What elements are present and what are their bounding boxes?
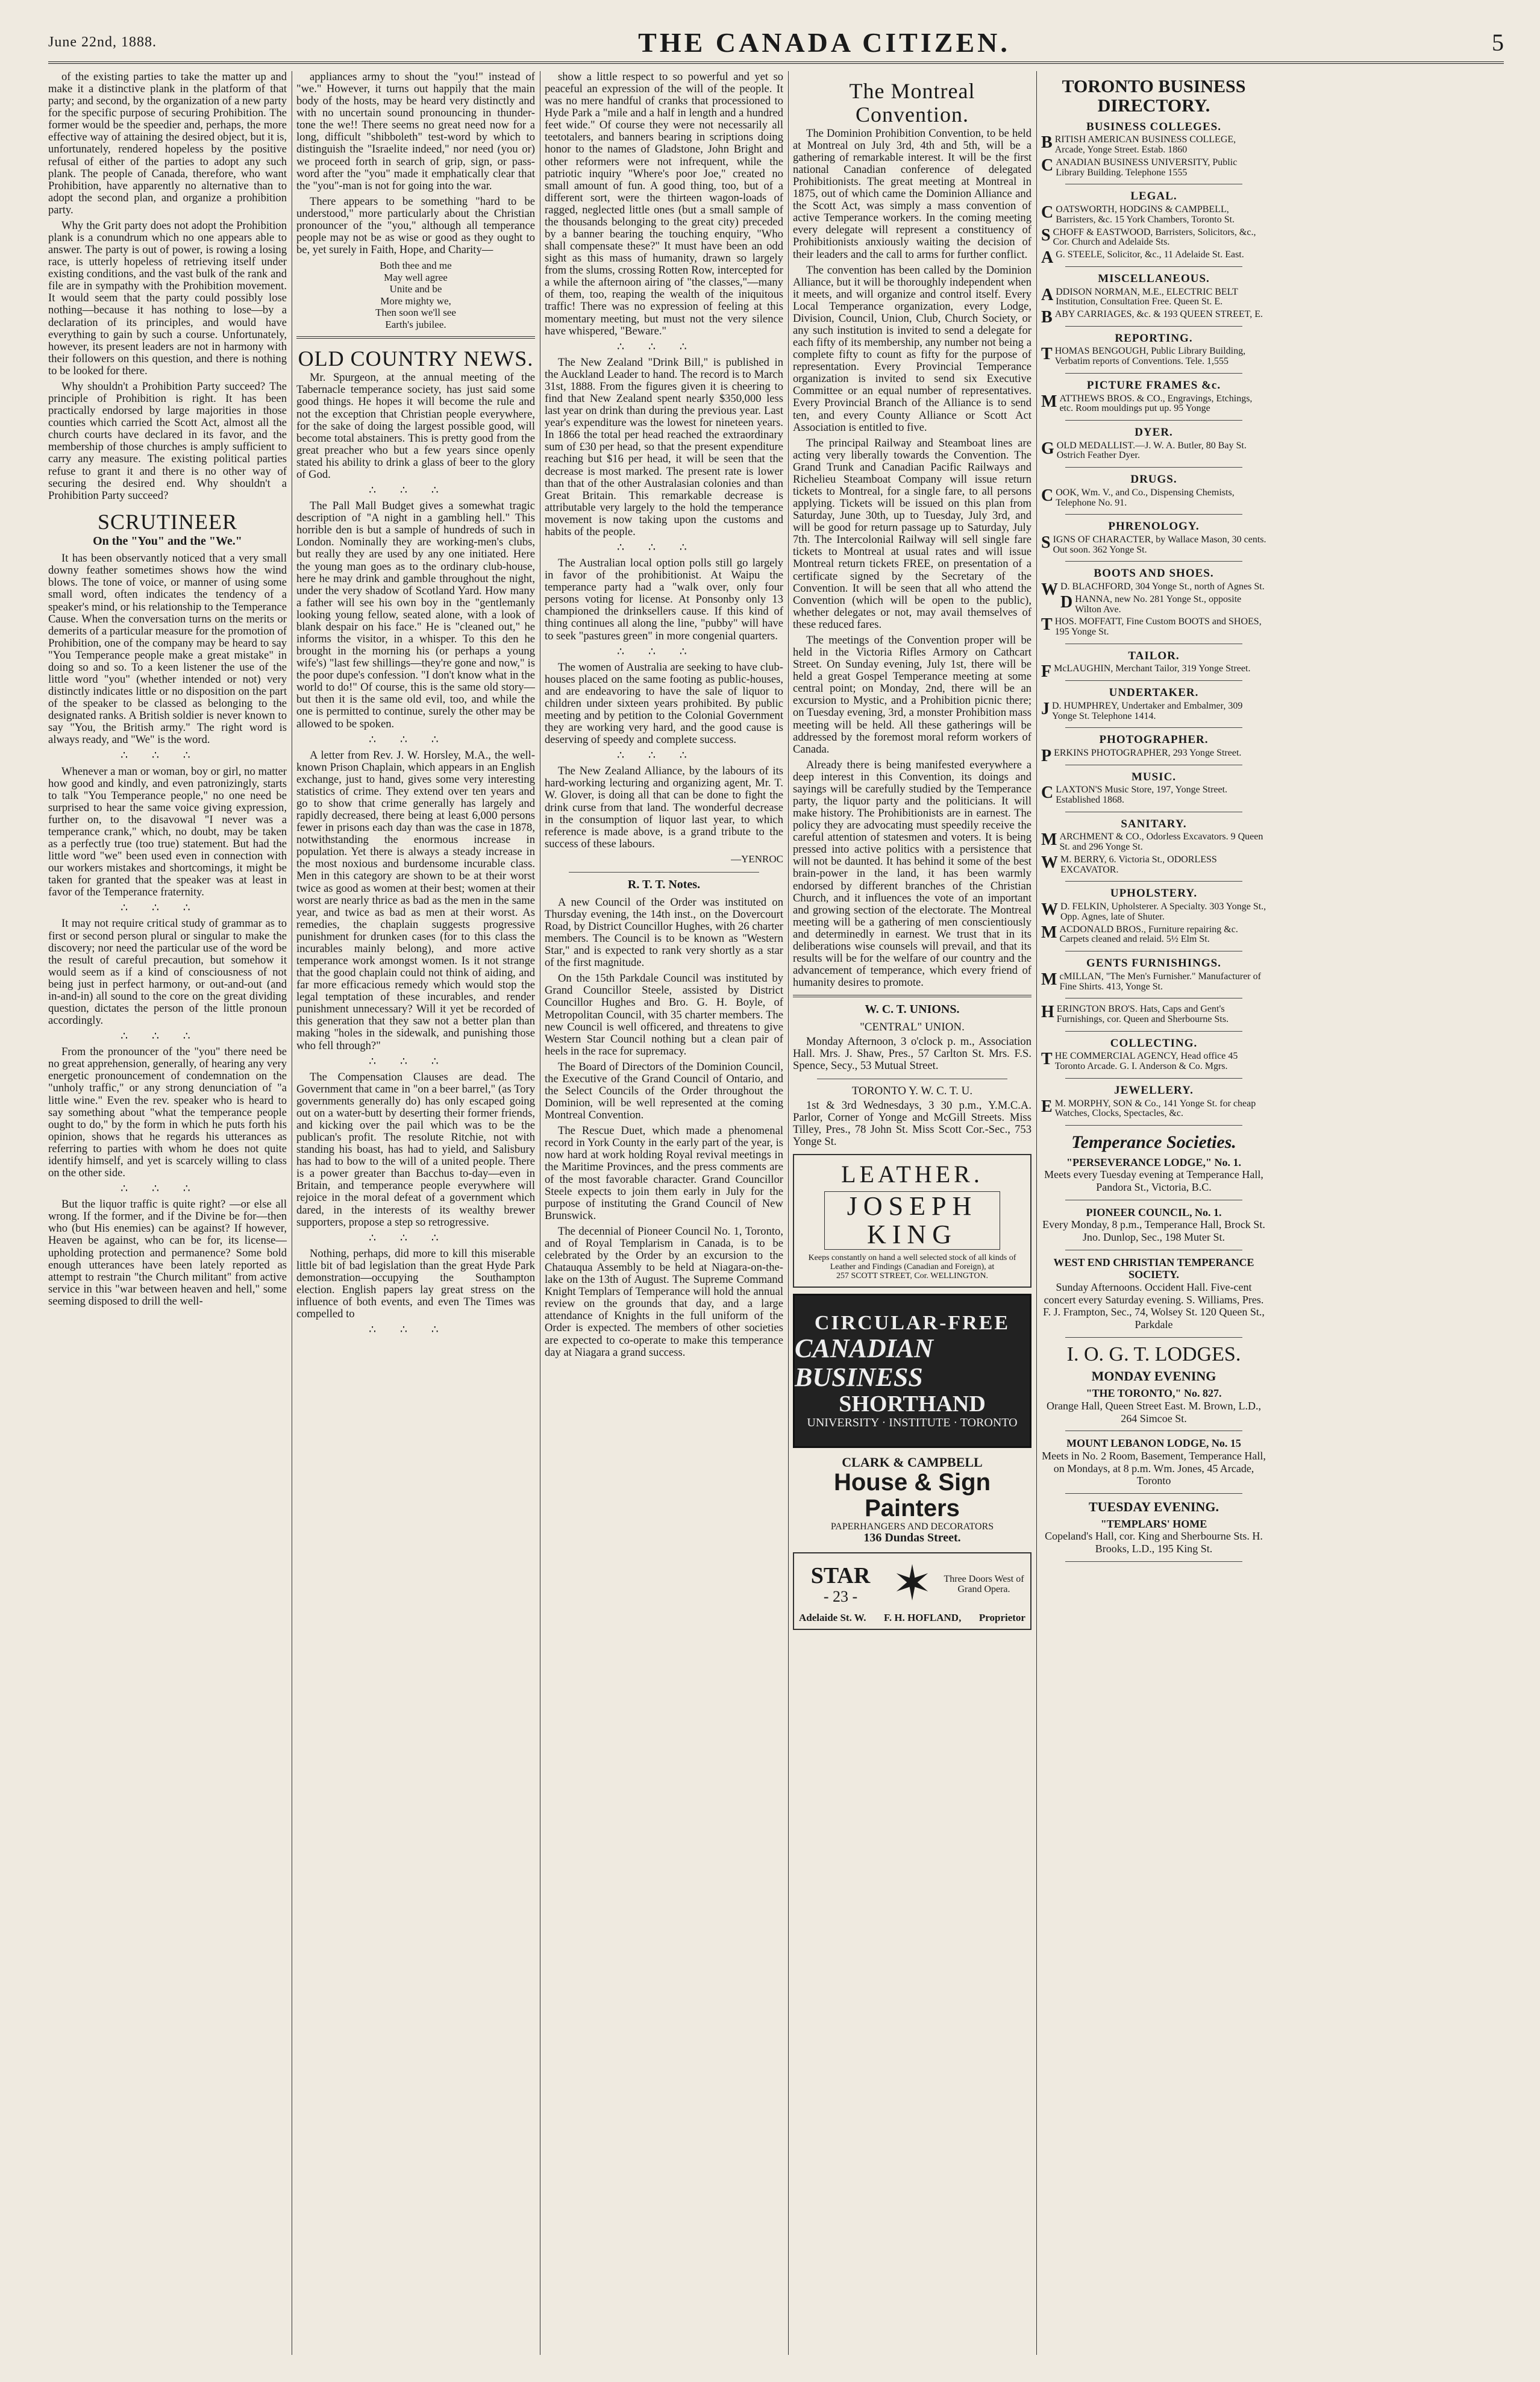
article-paragraph: Why the Grit party does not adopt the Prohibition plank is a conundrum which no one appears able to answer. The party is out of power, is rowing a losing race, is utterly hopeless of retrieving itself under existing conditions, and the vast bulk of the rank and file are in sympathy with the Prohibition movement. It would seem that the party could possibly lose nothing—because it has nothing to lose—by a declaration of its principles, and would have everything to gain by such a course. Unfortunately, however, its present leaders are not in harmony with their followers on this question, and there is nothing to be looked for there. — [48, 219, 287, 377]
entry-text: OLD MEDALLIST.—J. W. A. Butler, 80 Bay St. Ostrich Feather Dyer. — [1056, 440, 1247, 461]
painters-advertisement — [793, 1455, 1031, 1545]
section-stars: ∴∴∴ — [121, 1030, 214, 1043]
painters-ad-sub: PAPERHANGERS AND DECORATORS — [830, 1522, 994, 1532]
entry-text: D. FELKIN, Upholsterer. A Specialty. 303 Yonge St., Opp. Agnes, late of Shuter. — [1060, 901, 1266, 922]
section-divider — [1065, 420, 1242, 421]
article-paragraph: Why shouldn't a Prohibition Party succeed? The principle of Prohibition is right. It has been practically endorsed by large majorities in those counties which carried the Scott Act, almost all the church courts have declared in its favor, and the membership of those churches is amply sufficient to carry any measure. The existing political parties refuse to grant it and there is no other way of securing the desired end. Why shouldn't a Prohibition Party succeed? — [48, 380, 287, 502]
lodge-listing — [1041, 1437, 1266, 1487]
lodge-listing — [1041, 1156, 1266, 1194]
entry-text: HE COMMERCIAL AGENCY, Head office 45 Toronto Arcade. G. I. Anderson & Co. Mgrs. — [1054, 1051, 1238, 1072]
entry-text: M. BERRY, 6. Victoria St., ODORLESS EXCAVATOR. — [1060, 854, 1217, 875]
entry-text: McLAUGHIN, Merchant Tailor, 319 Yonge Street. — [1054, 663, 1251, 674]
section-divider — [1065, 1078, 1242, 1079]
directory-entry — [1041, 925, 1266, 945]
entry-initial: H — [1041, 1003, 1054, 1022]
entry-initial: T — [1041, 615, 1053, 635]
article-paragraph: The convention has been called by the Dominion Alliance, but it will be thoroughly independent when it meets, and will organize and control itself. Every Local Temperance organization, every Lodge, Division, Council, Union, Club, Church Society, or any such institution is invited to send a delegate for each fifty of its membership, any number not being a complete fifty to count as fifty for the purpose of representation. Every Provincial Temperance organization is invited to send six Executive Committee or an equal number of representatives. Every Provincial Branch of the Alliance is to send ten, and every County Alliance or Scott Act Association is entitled to five. — [793, 263, 1031, 434]
ywctu-title: TORONTO Y. W. C. T. U. — [851, 1084, 973, 1097]
directory-category: UPHOLSTERY. — [1110, 887, 1198, 900]
directory-entry — [1041, 785, 1266, 806]
section-divider — [569, 872, 759, 873]
entry-initial: A — [1041, 248, 1054, 268]
leather-ad-name: JOSEPH KING — [824, 1191, 1000, 1250]
entry-text: ARCHMENT & CO., Odorless Excavators. 9 Queen St. and 296 Yonge St. — [1059, 832, 1263, 853]
directory-entry — [1041, 746, 1266, 765]
entry-initial: C — [1041, 486, 1054, 505]
directory-entry — [1041, 855, 1266, 876]
directory-entry — [1041, 832, 1266, 853]
article-paragraph: The Rescue Duet, which made a phenomenal record in York County in the early part of the year, is now hard at work holding Royal revival meetings in the Maritime Provinces, and the press comments are of the most favorable character. Grand Councillor Steele expects to join them early in July for the purpose of instituting the Grand Council of New Brunswick. — [545, 1124, 783, 1222]
lodge-name: MOUNT LEBANON LODGE, No. 15 — [1066, 1437, 1241, 1450]
section-stars: ∴∴∴ — [617, 340, 711, 353]
directory-entry — [1041, 1052, 1266, 1072]
leather-ad-address: 257 SCOTT STREET, Cor. WELLINGTON. — [836, 1271, 989, 1280]
lodge-listing — [1041, 1256, 1266, 1331]
entry-text: HOS. MOFFATT, Fine Custom BOOTS and SHOES, 195 Yonge St. — [1054, 616, 1262, 638]
entry-initial: A — [1041, 285, 1054, 304]
star-icon: ✶ — [892, 1557, 933, 1611]
entry-text: IGNS OF CHARACTER, by Wallace Mason, 30 cents. Out soon. 362 Yonge St. — [1053, 534, 1266, 555]
college-ad-line: CANADIAN BUSINESS — [795, 1334, 933, 1392]
directory-entry — [1041, 592, 1266, 615]
directory-entry — [1041, 701, 1266, 722]
directory-entry — [1041, 617, 1266, 638]
article-paragraph: From the pronouncer of the "you" there need be no great apprehension, generally, of hearing any very energetic pronouncement of condemnation on the "unholy traffic," or any strong denunciation of "a little wine." Even the rev. speaker who is heard to say something about "what the temperance people ought to do," by the form in which he puts forth his opinion, shows that he regards his utterances as referring to parties with whom he does not quite identify himself, and yet is scarcely willing to class on the other side. — [48, 1045, 287, 1180]
section-stars: ∴∴∴ — [369, 1231, 463, 1244]
poem-stanza — [296, 260, 535, 330]
lodge-details: Meets in No. 2 Room, Basement, Temperance Hall, on Mondays, at 8 p.m. Wm. Jones, 45 Arcade, Toronto — [1042, 1449, 1266, 1487]
star-ad-word: STAR — [810, 1562, 871, 1588]
entry-text: OOK, Wm. V., and Co., Dispensing Chemists, Telephone No. 91. — [1056, 487, 1235, 508]
directory-category: TAILOR. — [1128, 649, 1180, 662]
section-divider — [1065, 680, 1242, 681]
column-4 — [793, 71, 1031, 2355]
entry-initial: M — [1041, 392, 1057, 411]
entry-text: DDISON NORMAN, M.E., ELECTRIC BELT Institution, Consultation Free. Queen St. E. — [1056, 286, 1238, 307]
article-paragraph: A new Council of the Order was instituted on Thursday evening, the 14th inst., on the Dovercourt Road, by District Councillor Hughes, with 26 charter members. The Council is to be known as "Western Star," and is expected to rank very shortly as a star of the first magnitude. — [545, 895, 783, 970]
entry-initial: C — [1041, 783, 1054, 803]
article-paragraph: show a little respect to so powerful and yet so peaceful an expression of the will of the people. It was no mere handful of cranks that processioned to Hyde Park a "mile and a half in length and a hundred feet wide." Of course they were not necessarily all teetotalers, and banners bearing in scriptions doing honor to the names of Gladstone, John Bright and other reformers were not infrequent, while the patriotic inquiry "Where's poor Joe," created no small amount of fun. A good thing, too, but of a different sort, were the thirteen wagon-loads of ragged, neglected little ones (but a small sample of the thousands belonging to the great city) preceded by a banner bearing the touching enquiry, "Who shall compensate these?" It must have been an odd sight as this mass of humanity, drawn so largely from the slums, crossing Rotten Row, intercepted for a while the afternoon airing of "the classes,"—many of them, too, reaping the wealth of the iniquitous traffic! There was no expression of feeling at this momentary meeting, but must not the very silence have whispered, "Beware." — [545, 71, 783, 337]
section-divider — [296, 336, 535, 339]
article-paragraph: It may not require critical study of grammar as to first or second person plural or singular to make the discovery; nor need the particular use of the word be the result of careful precaution, but somehow it would seem as if a kind of consciousness of not being just in perfect harmony, or out-and-out (and in-and-in) all sound to the core on the great dividing question, dictates the person of the little pronoun accordingly. — [48, 917, 287, 1027]
lodge-details: Meets every Tuesday evening at Temperance Hall, Pandora St., Victoria, B.C. — [1044, 1168, 1263, 1193]
college-ad-line: SHORTHAND — [839, 1391, 986, 1417]
star-ad-owner: F. H. HOFLAND, — [884, 1612, 962, 1624]
business-directory-title: TORONTO BUSINESS DIRECTORY. — [1062, 77, 1246, 116]
column-rule — [788, 71, 789, 2355]
star-ad-role: Proprietor — [978, 1612, 1025, 1624]
article-paragraph: The Dominion Prohibition Convention, to be held at Montreal on July 3rd, 4th and 5th, will be a gathering of remarkable interest. It will be the first national Canadian conference of delegated Prohibitionists. The great meeting at Montreal in 1875, out of which came the Dominion Alliance and the Scott Act, was simply a mass convention of active Temperance workers. In the coming meeting every delegate will represent a constituency of Prohibitionists anxiously waiting the decision of their leaders and the call to arms for further conflict. — [793, 127, 1031, 261]
entry-initial: C — [1041, 155, 1054, 175]
masthead — [48, 23, 1504, 64]
article-paragraph: appliances army to shout the "you!" instead of "we." However, it turns out happily that the main body of the hosts, may be heard very distinctly and with no uncertain sound pronouncing in thunder-tone the we!! There seems no great need now for a long, difficult "shibboleth" test-word by which to distinguish the "Israelite indeed," nor need (you or) we proceed forth in search of grip, sign, or pass-word after the "you" made it emphatically clear that the "you"-man is not for going into the war. — [296, 71, 535, 192]
article-paragraph: The Board of Directors of the Dominion Council, the Executive of the Grand Council of Ontario, and the Select Councils of the Order throughout the Dominion, will be well represented at the coming Montreal Convention. — [545, 1060, 783, 1122]
lodge-details: Sunday Afternoons. Occident Hall. Five-cent concert every Saturday evening. S. Williams, Pres. F. J. Frampton, Sec., 74, Wolsey St. 120 Queen St., Parkdale — [1043, 1281, 1265, 1331]
column-2 — [296, 71, 535, 2355]
entry-text: G. STEELE, Solicitor, &c., 11 Adelaide St. East. — [1056, 249, 1244, 260]
lodge-listing — [1041, 1387, 1266, 1424]
directory-entry — [1041, 535, 1266, 556]
directory-category: PHRENOLOGY. — [1108, 520, 1200, 533]
article-paragraph: But the liquor traffic is quite right? —or else all wrong. If the former, and if the Divine be for—then who (but His enemies) can be against? If however, Heaven be against, who can be for, its license—upholding protection and permanence? Some bold enough utterances have been lately reported as attempt to restrain "the Church militant" from active service in this "war between heaven and hell," some seeming disposed to drill the well- — [48, 1198, 287, 1308]
entry-text: RITISH AMERICAN BUSINESS COLLEGE, Arcade, Yonge Street. Estab. 1860 — [1054, 134, 1236, 155]
directory-category: SANITARY. — [1121, 817, 1187, 830]
rtt-notes-heading: R. T. T. Notes. — [627, 878, 701, 892]
scrutineer-heading: SCRUTINEER — [97, 509, 237, 534]
star-ad-number: - 23 - — [823, 1587, 858, 1605]
directory-category: BUSINESS COLLEGES. — [1086, 120, 1221, 133]
article-paragraph: Already there is being manifested everywhere a deep interest in this Convention, its doings and sayings will be carefully studied by the Temperance party, the liquor party and the politicians. It will make history. The Prohibitionists are in earnest. The policy they are advocating must speedily receive the careful attention of statesmen and voters. It is being pressed into active politics with a persistence that will not be daunted. It has behind it some of the best brain-power in the land, it has been warmly endorsed by different branches of the Christian Church, and it influences the vote of an important and growing section of the electorate. The Montreal meeting will be a gathering of men conscientiously and determinedly in earnest. We trust that in its deliberations wise counsels will prevail, and that its results will be for the welfare of our country and the advancement of temperance, which every friend of humanity desires to promote. — [793, 758, 1031, 989]
entry-initial: G — [1041, 439, 1054, 458]
star-ad-street: Adelaide St. W. — [799, 1612, 866, 1624]
entry-initial: B — [1041, 308, 1053, 327]
section-divider — [1065, 1493, 1242, 1494]
directory-entry — [1041, 155, 1266, 178]
painters-ad-headline: House & Sign Painters — [833, 1468, 991, 1522]
article-paragraph: The women of Australia are seeking to have club-houses placed on the same footing as public-houses, and are endeavoring to have the sale of liquor to children under sixteen years prohibited. By public meeting and by petition to the Colonial Government they are working very hard, and the good cause is deserving of speedy and complete success. — [545, 660, 783, 747]
lodge-name: "PERSEVERANCE LODGE," No. 1. — [1066, 1156, 1242, 1168]
section-stars: ∴∴∴ — [617, 541, 711, 554]
column-3 — [545, 71, 783, 2355]
directory-category: MISCELLANEOUS. — [1098, 272, 1210, 285]
directory-category: LEGAL. — [1130, 190, 1177, 203]
leather-ad-title: LEATHER. — [841, 1161, 983, 1188]
article-paragraph: On the 15th Parkdale Council was instituted by Grand Councillor Steele, assisted by District Councillor Hughes and Bro. G. H. Boyle, of Metropolitan Council, with 35 charter members. The new Council is well officered, and threatens to give Western Star Council nothing but a clean pair of heels in the race for supremacy. — [545, 972, 783, 1058]
directory-category: PICTURE FRAMES &c. — [1086, 379, 1221, 392]
entry-initial: F — [1041, 662, 1052, 682]
directory-category: JEWELLERY. — [1114, 1084, 1194, 1097]
poem-line: Earth's jubilee. — [385, 318, 446, 330]
entry-initial: P — [1041, 746, 1052, 765]
entry-text: HANNA, new No. 281 Yonge St., opposite Wilton Ave. — [1075, 594, 1242, 615]
entry-initial: W — [1041, 580, 1058, 599]
article-paragraph: of the existing parties to take the matter up and make it a distinctive plank in the platform of that party; and second, by the organization of a new party for the specific purpose of securing Prohibition. The former would be the speedier and, perhaps, the more effective way of attaining the desired object, but it is, unfortunately, rendered hopeless by the positive refusal of either of the parties to adopt any such plank. The people of Canada, therefore, who want Prohibition, have apparently no alternative than to adopt the second plan, and organize a prohibition party. — [48, 71, 287, 216]
section-divider — [1065, 1125, 1242, 1126]
directory-category: REPORTING. — [1115, 331, 1193, 345]
article-paragraph: The Australian local option polls still go largely in favor of the prohibitionist. At Waipu the temperance party had a "walk over, only four persons voting for license. At Ponsonby only 13 championed the drinksellers cause. If this kind of thing continues all along the line, "pubby" will have to seek "pastures green" in more congenial quarters. — [545, 557, 783, 642]
iogt-heading: I. O. G. T. LODGES. — [1066, 1343, 1241, 1365]
article-paragraph: The Pall Mall Budget gives a somewhat tragic description of "A night in a gambling hell." This horrible den is but a sample of hundreds of such in London. Nominally they are working-men's clubs, but really they are used by any one initiated. Here the young man goes as to the ordinary club-house, here he may drink and gamble throughout the night, under the very shadow of Scotland Yard. How many a father will see his own boy in the "gentlemanly looking young fellow, seated alone, with a look of blank despair on his face." He is "cleaned out," he informs the visitor, in a whisper. To this den he brought in the morning his (or perhaps a young wife's) "last few shillings—they're gone and now," is the poor dupe's confession. "I don't know what in the world to do!" Of course, this is the same old story—but then it is the same old evil, too, and while the one is permitted to continue, surely the other may be allowed to be spoken. — [296, 500, 535, 730]
newspaper-title: THE CANADA CITIZEN. — [638, 27, 1010, 58]
column-rule — [1036, 71, 1037, 2355]
star-ad-footer — [799, 1613, 1025, 1623]
section-divider — [1065, 514, 1242, 515]
directory-entry — [1041, 205, 1266, 225]
column-1 — [48, 71, 287, 2355]
directory-category: GENTS FURNISHINGS. — [1086, 957, 1221, 970]
section-divider — [1065, 266, 1242, 267]
directory-entry — [1041, 662, 1266, 682]
directory-entry — [1041, 394, 1266, 415]
monday-evening-heading: MONDAY EVENING — [1091, 1368, 1216, 1384]
central-union-text: Monday Afternoon, 3 o'clock p. m., Association Hall. Mrs. J. Shaw, Pres., 57 Carlton St. Mrs. F.S. Spence, Secy., 53 Mutual Street. — [793, 1035, 1031, 1073]
poem-line: Both thee and me — [380, 260, 452, 272]
lodge-name: PIONEER COUNCIL, No. 1. — [1086, 1206, 1222, 1218]
entry-initial: C — [1041, 203, 1054, 222]
lodge-name: WEST END CHRISTIAN TEMPERANCE SOCIETY. — [1053, 1256, 1254, 1281]
directory-category: MUSIC. — [1131, 770, 1177, 783]
entry-initial: B — [1041, 133, 1053, 152]
directory-entry — [1041, 1005, 1266, 1025]
entry-initial: T — [1041, 345, 1053, 364]
directory-entry — [1041, 346, 1266, 367]
poem-line: May well agree — [384, 271, 448, 283]
college-ad-line: UNIVERSITY · INSTITUTE · TORONTO — [807, 1415, 1018, 1429]
entry-initial: D — [1060, 592, 1073, 612]
lodge-details: Every Monday, 8 p.m., Temperance Hall, Brock St. Jno. Dunlop, Sec., 198 Muter St. — [1042, 1218, 1265, 1243]
directory-entry — [1041, 488, 1266, 509]
article-paragraph: Whenever a man or woman, boy or girl, no matter how good and kindly, and even patronizingly, starts to talk "You Temperance people," no one need be surprised to hear the same voice giving expression, further on, to the disavowal "I never was a temperance crank," which, no doubt, may be taken as a perfectly true (too true) statement. But had the little word "we" been used even in connection with our workers mistakes and shortcomings, it might be taken for granted that the speaker was at least in favor of the Temperance fraternity. — [48, 765, 287, 899]
entry-initial: M — [1041, 830, 1057, 850]
entry-initial: S — [1041, 225, 1051, 245]
entry-initial: W — [1041, 853, 1058, 872]
entry-initial: E — [1041, 1097, 1053, 1116]
directory-category: PHOTOGRAPHER. — [1099, 733, 1209, 747]
section-divider — [793, 995, 1031, 997]
directory-entry — [1041, 287, 1266, 308]
temperance-societies-heading: Temperance Societies. — [1071, 1132, 1236, 1153]
tuesday-evening-heading: TUESDAY EVENING. — [1089, 1499, 1219, 1515]
directory-entry — [1041, 1099, 1266, 1120]
entry-initial: J — [1041, 699, 1050, 718]
directory-entry — [1041, 308, 1266, 327]
section-stars: ∴∴∴ — [369, 484, 463, 497]
lodge-details: Copeland's Hall, cor. King and Sherbourne Sts. H. Brooks, L.D., 195 King St. — [1045, 1530, 1263, 1555]
poem-line: Unite and be — [389, 283, 442, 295]
directory-entry — [1041, 902, 1266, 923]
business-college-advertisement — [793, 1294, 1031, 1448]
college-ad-line: CIRCULAR-FREE — [814, 1311, 1010, 1334]
section-stars: ∴∴∴ — [617, 645, 711, 658]
issue-date: June 22nd, 1888. — [48, 34, 157, 50]
section-divider — [1065, 561, 1242, 562]
section-stars: ∴∴∴ — [369, 1055, 463, 1068]
directory-entry — [1041, 225, 1266, 248]
article-paragraph: The decennial of Pioneer Council No. 1, Toronto, and of Royal Templarism in Canada, is to be celebrated by the Order by an excursion to the Chatauqua Assembly to be held at Niagara-on-the-lake on the 13th of August. The Supreme Command Knight Templars of Temperance will hold the annual review on the grounds that day, and a large attendance of Knights in the full uniform of the Order is expected. The members of other societies are expected to co-operate to make this temperance day at Niagara a grand success. — [545, 1224, 783, 1359]
painters-ad-name: CLARK & CAMPBELL — [842, 1454, 983, 1470]
section-divider — [1065, 1561, 1242, 1562]
section-divider — [1065, 1337, 1242, 1338]
section-divider — [1065, 467, 1242, 468]
article-paragraph: The principal Railway and Steamboat lines are acting very liberally towards the Convention. The Grand Trunk and Canadian Pacific Railways and Richelieu Steamboat Company will issue return tickets to Montreal, for a single fare, to all persons applying. Tickets will be issued on this plan from Saturday, June 30th, up to Tuesday, July 3rd, and will be good for return passage up to Saturday, July 7th. The Intercolonial Railway will sell single fare tickets to Montreal at usual rates and will issue Montreal return tickets FREE, on presentation of a certificate signed by the Secretary of the Convention. It will be seen that all who attend the Convention (which will be open to the public), whether delegates or not, may avail themselves of these reduced fares. — [793, 436, 1031, 631]
lodge-listing — [1041, 1518, 1266, 1555]
star-ad-location: Three Doors West of Grand Opera. — [944, 1573, 1024, 1595]
entry-text: HOMAS BENGOUGH, Public Library Building, Verbatim reports of Conventions. Tele. 1,555 — [1054, 346, 1246, 367]
section-divider — [1065, 1031, 1242, 1032]
article-paragraph: The meetings of the Convention proper will be held in the Victoria Rifles Armory on Cathcart Street. On Sunday evening, July 1st, there will be held a great Gospel Temperance meeting at some central point; on Monday, 2nd, there will be an excursion to Mystic, and a Prohibition picnic there; on Tuesday evening, 3rd, a monster Prohibition mass meeting will be held. All these gatherings will be addressed by the foremost moral reform workers of Canada. — [793, 633, 1031, 756]
entry-text: ACDONALD BROS., Furniture repairing &c. Carpets cleaned and relaid. 5½ Elm St. — [1059, 924, 1238, 945]
section-divider — [1065, 373, 1242, 374]
entry-text: OATSWORTH, HODGINS & CAMPBELL, Barristers, &c. 15 York Chambers, Toronto St. — [1056, 204, 1235, 225]
entry-text: CHOFF & EASTWOOD, Barristers, Solicitors, &c., Cor. Church and Adelaide Sts. — [1053, 227, 1256, 248]
page-number: 5 — [1492, 28, 1504, 56]
entry-text: ERINGTON BRO'S. Hats, Caps and Gent's Furnishings, cor. Queen and Sherbourne Sts. — [1056, 1004, 1229, 1025]
article-paragraph: There appears to be something "hard to be understood," more particularly about the Christian pronouncer of the "you," although all temperance people may not be as wise or good as they ought to be, yet surely in Faith, Hope, and Charity— — [296, 195, 535, 257]
directory-category: COLLECTING. — [1110, 1036, 1198, 1050]
entry-initial: T — [1041, 1050, 1053, 1069]
entry-text: D. HUMPHREY, Undertaker and Embalmer, 309 Yonge St. Telephone 1414. — [1052, 700, 1243, 721]
entry-text: ATTHEWS BROS. & CO., Engravings, Etchings, etc. Room mouldings put up. 95 Yonge — [1059, 393, 1253, 414]
poem-line: Then soon we'll see — [375, 307, 456, 319]
directory-entry — [1041, 441, 1266, 462]
section-divider — [1065, 326, 1242, 327]
poem-line: More mighty we, — [380, 295, 451, 307]
article-paragraph: A letter from Rev. J. W. Horsley, M.A., the well-known Prison Chaplain, which appears in an English exchange, just to hand, gives some very interesting statistics of crime. They extend over ten years and go to show that crime generally has largely and rapidly decreased, there being at least 6,000 persons fewer in prisons each day than was the case in 1878, notwithstanding the enormous increase in population. Yet there is always a steady increase in the most noxious and burdensome incurable class. Men in this category are shown to be at their worst twice as good as women at their best; women at their worst are nearly thrice as bad as the men in the same year, and twice as bad as men at their worst. As remedies, the chaplain suggests progressive punishment for drunken cases (for to this class the incurables mainly belong), and more active temperance work amongst women. Is it not strange that the good chaplain could not think of aiding, and far more efficacious remedy which would stop the legal temptation of these incurables, and render punishment unnecessary? Will it yet be recorded of this generation that they saw not a better plan than making "holes in the sidewalk, and punishing those who fell through?" — [296, 748, 535, 1052]
article-paragraph: The Compensation Clauses are dead. The Government that came in "on a beer barrel," (as Tory governments generally do) has only escaped going out on a water-butt by deserting their former friends, and kicking over the pail which was to be the publican's profit. The resolute Ritchie, not with standing his boast, has had to yield, and Salisbury has had to bow to the will of a united people. There is a power greater than Bacchus to-day—even in Britain, and temperance people everywhere will rejoice in the moral defeat of a government which dared, in the interests of its wealthy brewer supporters, propose a step so retrogressive. — [296, 1070, 535, 1229]
painters-ad-address: 136 Dundas Street. — [863, 1531, 961, 1545]
section-stars: ∴∴∴ — [121, 749, 214, 762]
directory-entry — [1041, 135, 1266, 155]
entry-text: cMILLAN, "The Men's Furnisher." Manufacturer of Fine Shirts. 413, Yonge St. — [1059, 971, 1261, 992]
entry-text: LAXTON'S Music Store, 197, Yonge Street. Established 1868. — [1056, 785, 1228, 805]
directory-entry — [1041, 248, 1266, 268]
ywctu-text: 1st & 3rd Wednesdays, 3 30 p.m., Y.M.C.A. Parlor, Corner of Yonge and McGill Streets. Miss Tilley, Pres., 78 John St. Miss Scott Cor.-Sec., 753 Yonge St. — [793, 1099, 1031, 1149]
article-paragraph: Mr. Spurgeon, at the annual meeting of the Tabernacle temperance society, has just said some good things. He hopes it will become the rule and not the exception that Christian people everywhere, for the sake of doing the largest possible good, will become total abstainers. This is pretty good from the great preacher who but a few years since openly stated his ability to drink a glass of beer to the glory of God. — [296, 371, 535, 481]
entry-initial: S — [1041, 533, 1051, 552]
entry-initial: M — [1041, 923, 1057, 942]
column-5 — [1041, 71, 1504, 2355]
montreal-convention-heading: The Montreal Convention. — [849, 79, 975, 127]
entry-text: D. BLACHFORD, 304 Yonge St., north of Agnes St. — [1060, 581, 1265, 592]
entry-text: ABY CARRIAGES, &c. & 193 QUEEN STREET, E. — [1054, 309, 1263, 320]
entry-initial: M — [1041, 970, 1057, 989]
scrutineer-subheading: On the "You" and the "We." — [93, 534, 242, 548]
leather-ad-description: Keeps constantly on hand a well selected stock of all kinds of Leather and Findings (Canadian and Foreign), at — [808, 1253, 1016, 1271]
lodge-name: "TEMPLARS' HOME — [1100, 1517, 1207, 1530]
section-divider — [1065, 881, 1242, 882]
entry-initial: W — [1041, 900, 1058, 919]
article-signature: —YENROC — [731, 853, 783, 865]
section-divider — [1065, 727, 1242, 728]
section-stars: ∴∴∴ — [369, 1323, 463, 1337]
directory-category: DYER. — [1135, 426, 1173, 439]
old-country-heading: OLD COUNTRY NEWS. — [298, 346, 534, 371]
section-stars: ∴∴∴ — [121, 901, 214, 915]
section-stars: ∴∴∴ — [617, 749, 711, 762]
central-union-title: "CENTRAL" UNION. — [860, 1020, 965, 1033]
directory-category: DRUGS. — [1130, 473, 1177, 486]
lodge-details: Orange Hall, Queen Street East. M. Brown, L.D., 264 Simcoe St. — [1047, 1399, 1261, 1424]
directory-entry — [1041, 972, 1266, 992]
article-paragraph: The New Zealand Alliance, by the labours of its hard-working lecturing and organizing agent, Mr. T. W. Glover, is doing all that can be done to fight the drink curse from that land. The wonderful decrease in the consumption of liquor last year, to which reference is made above, is a grand tribute to the success of these labours. — [545, 765, 783, 850]
page-body — [48, 71, 1504, 2361]
article-paragraph: Nothing, perhaps, did more to kill this miserable little bit of bad legislation than the great Hyde Park demonstration—occupying the Southampton election. English papers lay great stress on the influence of both events, and even The Times was compelled to — [296, 1247, 535, 1321]
leather-advertisement — [793, 1154, 1031, 1288]
section-stars: ∴∴∴ — [121, 1182, 214, 1196]
star-advertisement — [793, 1552, 1031, 1630]
section-stars: ∴∴∴ — [369, 733, 463, 746]
article-paragraph: The New Zealand "Drink Bill," is published in the Auckland Leader to hand. The record is to March 31st, 1888. From the figures given it is cheering to find that New Zealand spent nearly $350,000 less last year on drink than during the previous year. Last year's expenditure was the lowest for nineteen years. In 1866 the total per head reached the extraordinary sum of £30 per head, so that the present expenditure reaching but $16 per head, it will be seen that the decrease is most marked. The present rate is lower than that of the other Australasian colonies and than Great Britain. This remarkable decrease is attributable very largely to the hold the temperance movement is now taking upon the customs and habits of the people. — [545, 356, 783, 538]
star-ad-left — [799, 1564, 882, 1605]
wctu-heading: W. C. T. UNIONS. — [865, 1003, 960, 1017]
article-paragraph: It has been observantly noticed that a very small downy feather sometimes shows how the wind blows. The tone of voice, or manner of using some small word, often indicates the tendency of a speaker's mind, or his relationship to the Temperance Cause. When the conversation turns on the merits or demerits of a particular measure for the promotion of Prohibition, one of the company may be heard to say "You Temperance people make a great mistake" in doing so and so. To a keen listener the use of the little word "you" (whether intended or not) very distinctly indicates little or no disposition on the part of the speaker to be classed as belonging to the designated ranks. A British soldier is never known to say "You, the British army." The right word is always ready, and "We" is the word. — [48, 552, 287, 747]
lodge-name: "THE TORONTO," No. 827. — [1086, 1387, 1222, 1400]
directory-entry — [1041, 580, 1266, 599]
lodge-listing — [1041, 1206, 1266, 1244]
entry-text: ANADIAN BUSINESS UNIVERSITY, Public Library Building. Telephone 1555 — [1056, 157, 1238, 178]
entry-text: M. MORPHY, SON & Co., 141 Yonge St. for cheap Watches, Clocks, Spectacles, &c. — [1054, 1098, 1256, 1119]
directory-category: UNDERTAKER. — [1109, 686, 1199, 700]
directory-category: BOOTS AND SHOES. — [1094, 567, 1214, 580]
entry-text: ERKINS PHOTOGRAPHER, 293 Yonge Street. — [1054, 747, 1242, 758]
